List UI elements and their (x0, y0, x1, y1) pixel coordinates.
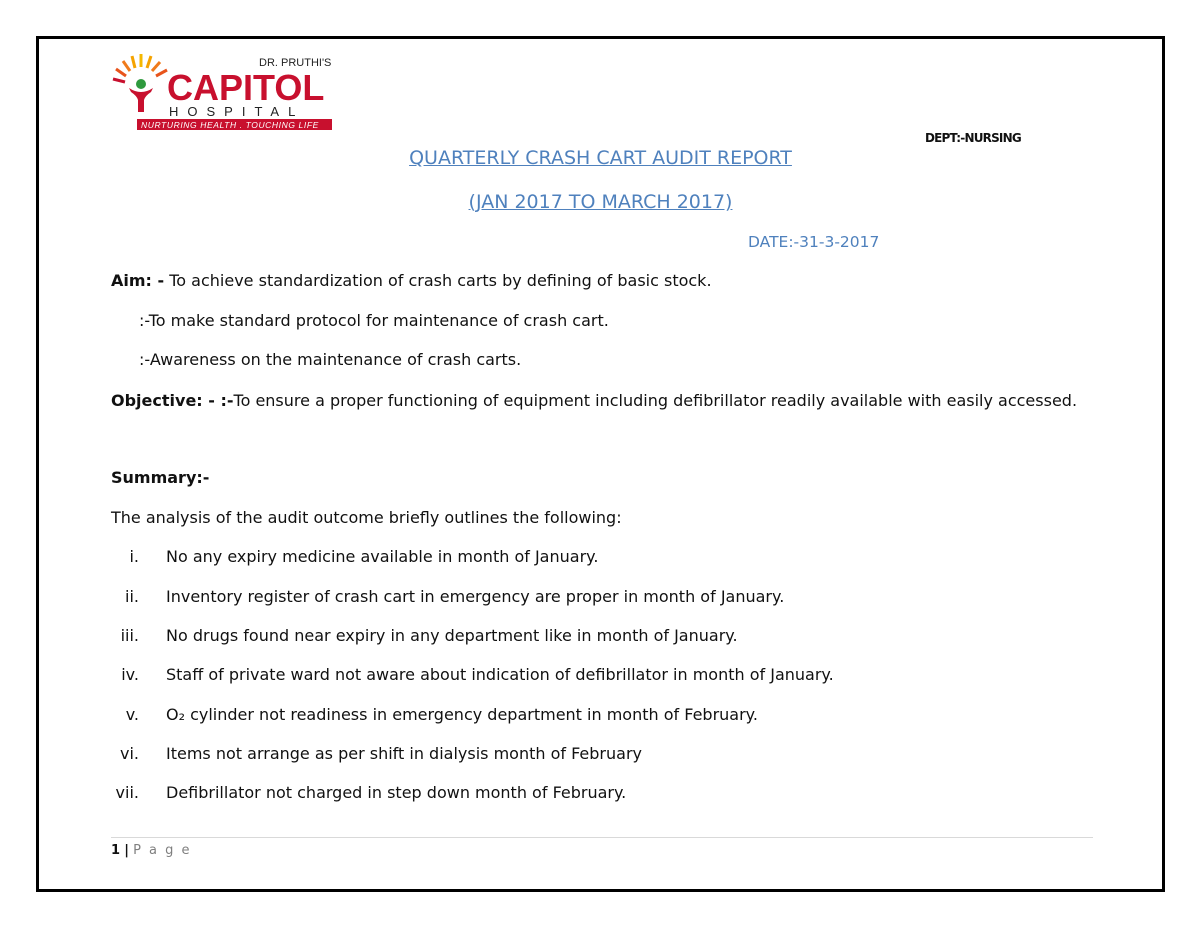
page-number: 1 (111, 843, 121, 858)
page-footer (111, 843, 192, 858)
list-item-number: i. (129, 547, 139, 566)
figure-head-icon (136, 79, 146, 89)
list-item: No any expiry medicine available in month of January. (166, 547, 599, 566)
list-item-number: v. (125, 705, 139, 724)
list-item-number: vi. (120, 744, 139, 763)
report-title: QUARTERLY CRASH CART AUDIT REPORT (409, 147, 792, 169)
objective-paragraph (111, 385, 1093, 416)
page-label: P a g e (133, 843, 192, 858)
logo-sub-text: HOSPITAL (169, 104, 305, 119)
hospital-logo (111, 52, 336, 132)
list-item-number: iv. (121, 665, 139, 684)
aim-item-2: :-To make standard protocol for maintenance of crash cart. (139, 311, 609, 330)
list-item-number: ii. (125, 587, 139, 606)
logo-small-text: DR. PRUTHI'S (259, 57, 332, 69)
list-item: O₂ cylinder not readiness in emergency department in month of February. (166, 705, 758, 724)
report-date: DATE:-31-3-2017 (748, 233, 880, 251)
aim-label: Aim: - (111, 271, 165, 290)
report-period: (JAN 2017 TO MARCH 2017) (468, 191, 733, 213)
list-item: Staff of private ward not aware about indication of defibrillator in month of January. (166, 665, 834, 684)
summary-intro: The analysis of the audit outcome briefly outlines the following: (111, 508, 622, 527)
list-item-number: vii. (115, 783, 139, 802)
list-item: Inventory register of crash cart in emergency are proper in month of January. (166, 587, 785, 606)
list-item: Items not arrange as per shift in dialysis month of February (166, 744, 642, 763)
footer-separator: | (124, 843, 129, 858)
aim-line-1 (111, 271, 712, 290)
department-label: DEPT:-NURSING (925, 131, 1021, 145)
figure-body-icon (129, 88, 153, 112)
summary-heading: Summary:- (111, 468, 210, 487)
sun-rays-icon (113, 54, 167, 82)
list-item: No drugs found near expiry in any department like in month of January. (166, 626, 738, 645)
aim-item-3: :-Awareness on the maintenance of crash carts. (139, 350, 522, 369)
objective-label: Objective: - :- (111, 391, 234, 410)
list-item-number: iii. (120, 626, 139, 645)
objective-text: To ensure a proper functioning of equipment including defibrillator readily available with easily accessed. (233, 391, 1078, 410)
logo-tagline: NURTURING HEALTH . TOUCHING LIFE (141, 120, 319, 130)
footer-divider (111, 837, 1093, 838)
page-frame (36, 36, 1165, 892)
logo-main-text: CAPITOL (167, 67, 325, 108)
list-item: Defibrillator not charged in step down month of February. (166, 783, 627, 802)
aim-item-1: To achieve standardization of crash carts by defining of basic stock. (169, 271, 712, 290)
